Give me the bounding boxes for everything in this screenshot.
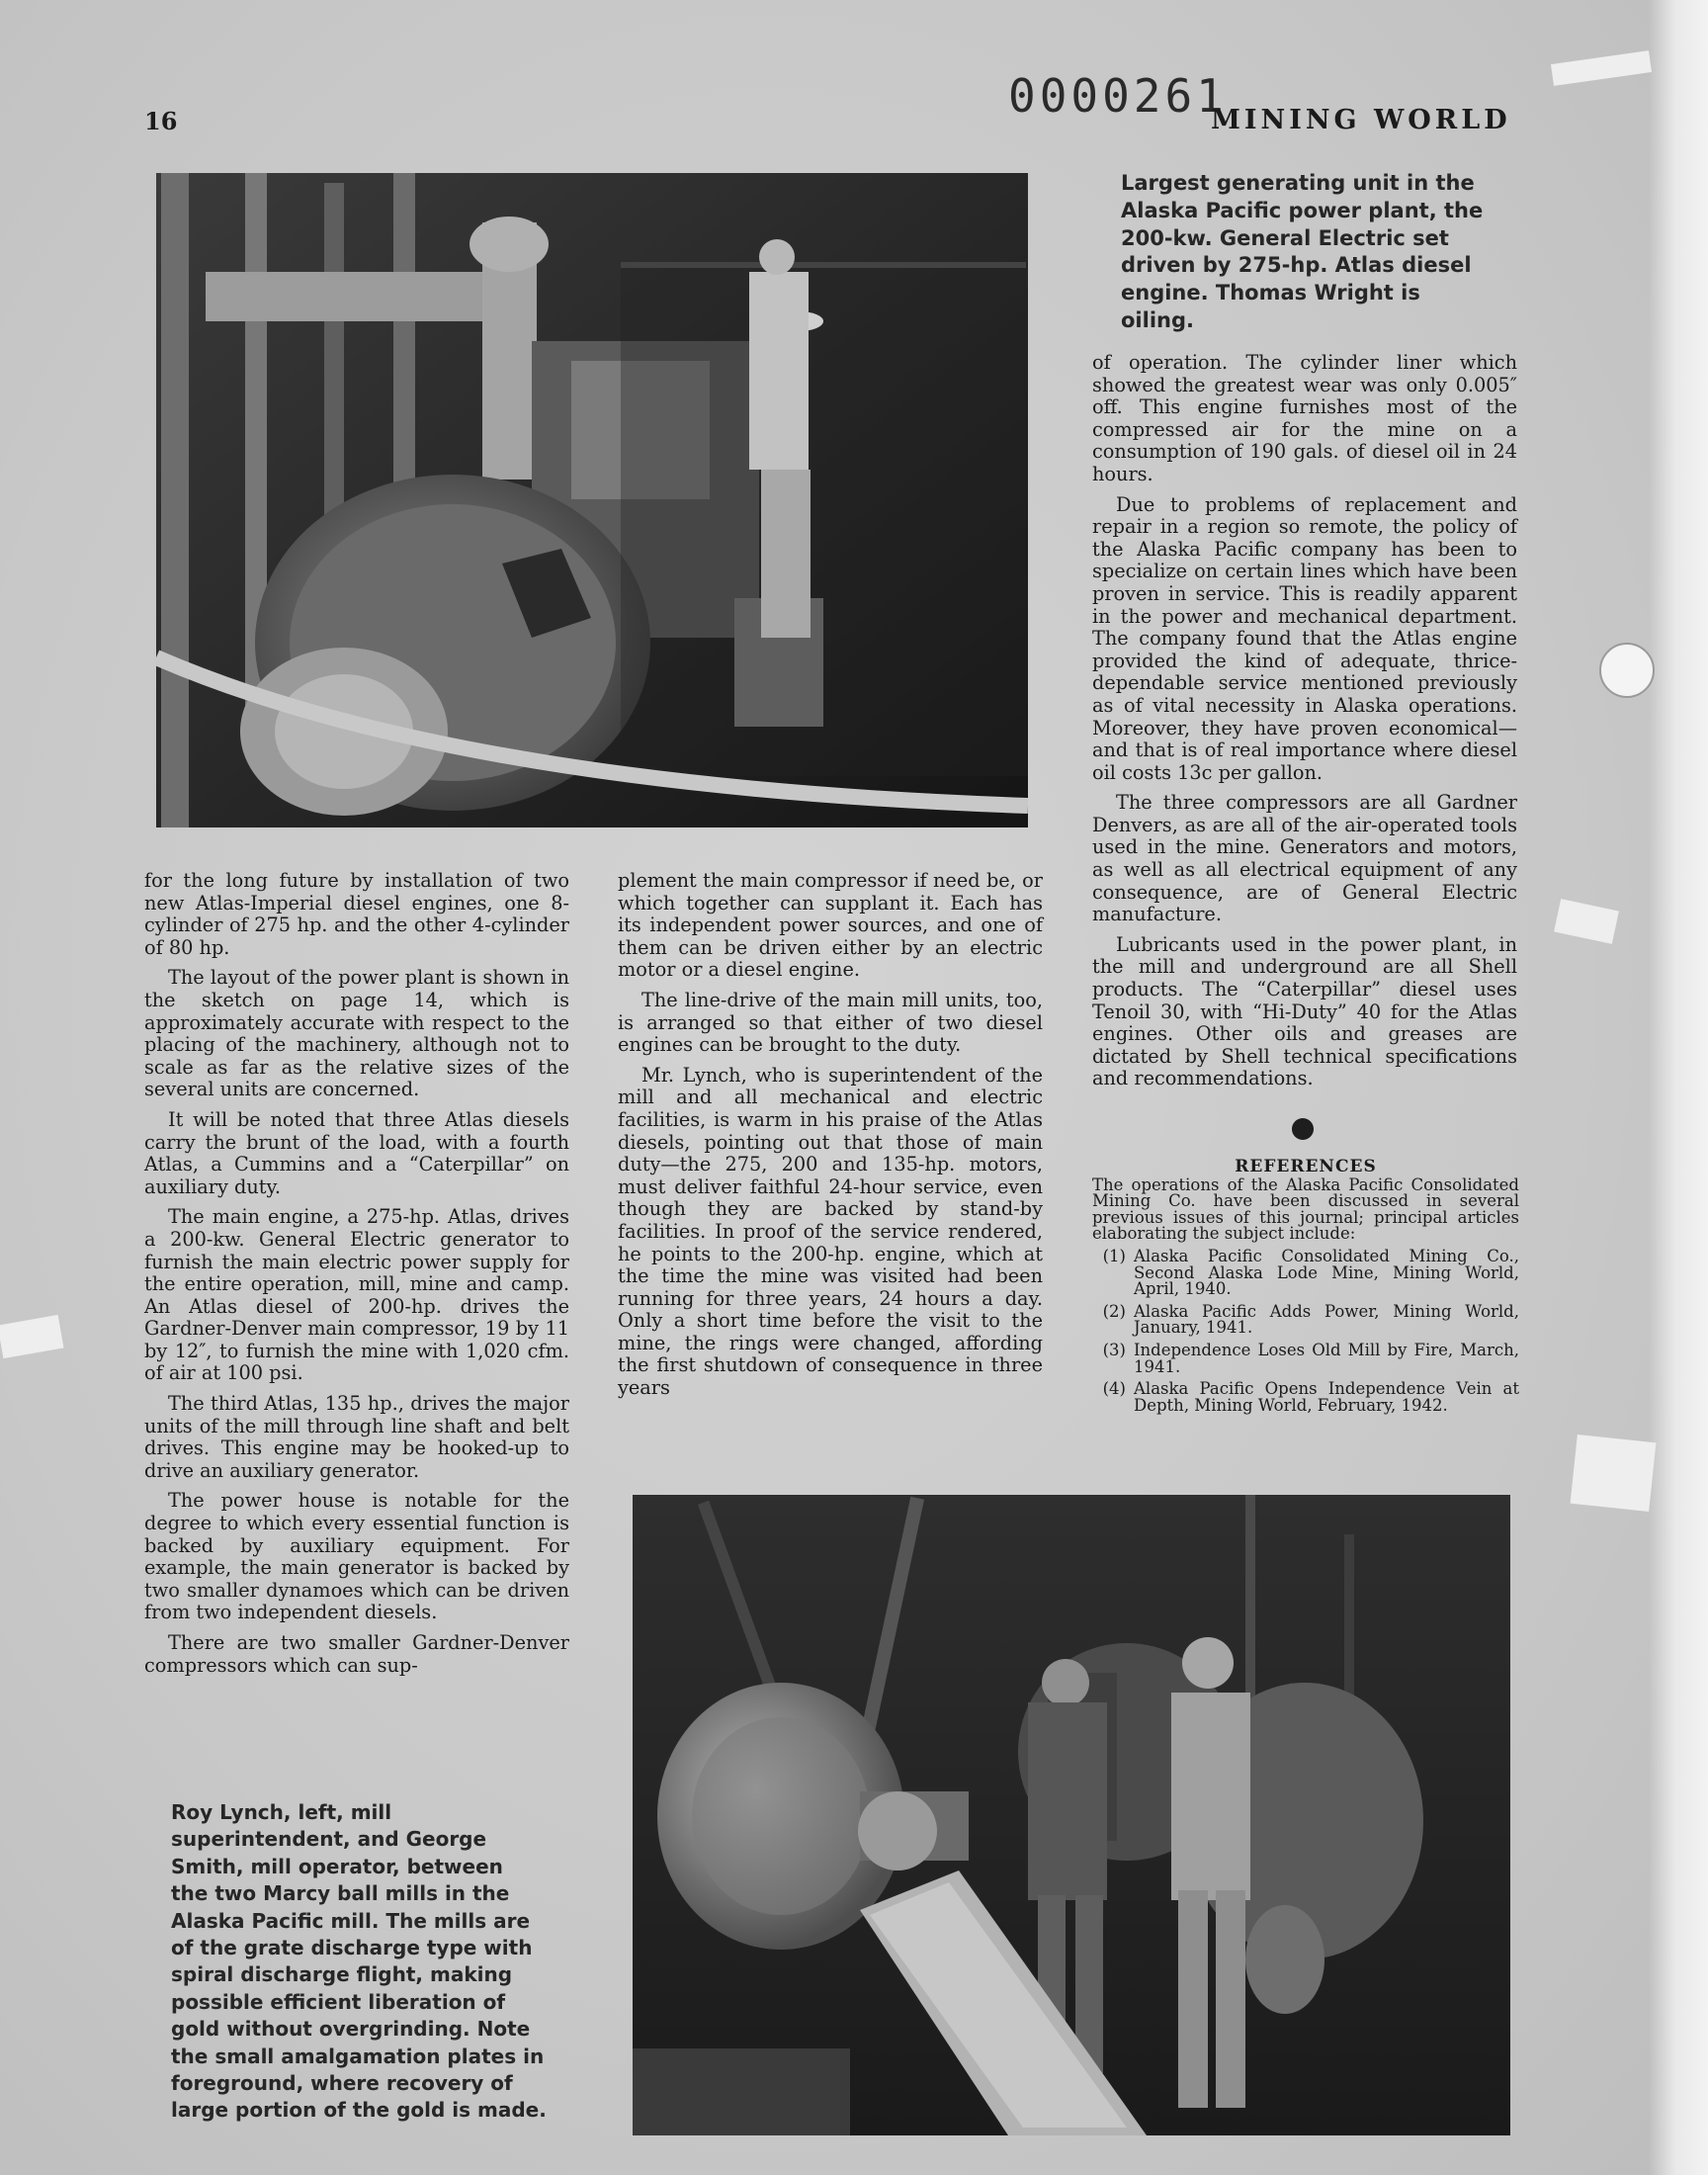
page-tear-top (1551, 50, 1652, 86)
publication-title: MINING WORLD (1211, 105, 1511, 135)
reference-text: Alaska Pacific Opens Independence Vein at Depth, Mining World, February, 1942. (1134, 1379, 1519, 1415)
reference-item (1092, 1340, 1519, 1376)
caption-generator-photo: Largest generating unit in the Alaska Pacific power plant, the 200-kw. General Electric set driven by 275-hp. Atlas diesel engine. Thomas Wright is oiling. (1121, 171, 1484, 332)
page-tear-lower-right (1571, 1435, 1657, 1512)
binder-hole (1599, 643, 1655, 698)
page-tear-right (1554, 899, 1619, 944)
references-box (1092, 1159, 1519, 1420)
generator-photo-illustration (156, 173, 1028, 827)
paragraph: for the long future by installation of two new Atlas-Imperial diesel engines, one 8-cylinder of 275 hp. and the other 4-cylinder of 80 hp. (144, 869, 569, 959)
paragraph: The three compressors are all Gardner Denvers, as are all of the air-operated tools used in the mine. Generators and motors, as well as all electrical equipment of any consequence, are of General Electric manufacture. (1092, 791, 1517, 926)
archive-stamp: 0000261 (1008, 69, 1228, 123)
reference-item (1092, 1301, 1519, 1338)
paragraph: Lubricants used in the power plant, in the mill and underground are all Shell products. The “Caterpillar” diesel uses Tenoil 30, with “Hi-Duty” 40 for the Atlas engines. Other oils and greases are dictated by Shell technical specifications and recommendations. (1092, 932, 1517, 1090)
reference-number: (1) (1102, 1246, 1126, 1265)
page-tear-left (0, 1315, 63, 1358)
ball-mill-photo-illustration (633, 1495, 1510, 2135)
caption-ball-mills-photo: Roy Lynch, left, mill superintendent, and George Smith, mill operator, between the two Marcy ball mills in the Alaska Pacific mill. The mills are of the grate discharge type with spiral discharge flight, making possible efficient liberation of gold without overgrinding. Note the small amalgamation plates in foreground, where recovery of large portion of the gold is made. (171, 1800, 547, 2123)
paragraph: The line-drive of the main mill units, too, is arranged so that either of two diesel engines can be brought to the duty. (618, 988, 1043, 1057)
reference-item (1092, 1246, 1519, 1299)
references-intro: The operations of the Alaska Pacific Consolidated Mining Co. have been discussed in several previous issues of this journal; principal articles elaborating the subject include: (1092, 1174, 1519, 1244)
reference-item (1092, 1381, 1519, 1414)
reference-number: (3) (1102, 1340, 1126, 1359)
paragraph: There are two smaller Gardner-Denver compressors which can sup- (144, 1631, 569, 1677)
article-column-left (144, 870, 569, 1685)
article-column-middle (618, 870, 1043, 1408)
photo-ball-mills (633, 1495, 1510, 2135)
section-separator-dot (1292, 1118, 1314, 1140)
photo-generator-unit (156, 173, 1028, 827)
paragraph: The power house is notable for the degree to which every essential function is backed by auxiliary equipment. For example, the main generator is backed by two smaller dynamoes which can be driven from two independent diesels. (144, 1489, 569, 1624)
references-heading: REFERENCES (1235, 1157, 1377, 1176)
paragraph: Due to problems of replacement and repair in a region so remote, the policy of the Alaska Pacific company has been to specialize on certain lines which have been proven in service. This is readily apparent in the power and mechanical department. The company found that the Atlas engine provided the kind of adequate, thrice-dependable service mentioned previously as of vital necessity in Alaska operations. Moreover, they have proven economical—and that is of real importance where diesel oil costs 13c per gallon. (1092, 492, 1517, 784)
paragraph: of operation. The cylinder liner which showed the greatest wear was only 0.005″ off. This engine furnishes most of the compressed air for the mine on a consumption of 190 gals. of diesel oil in 24 hours. (1092, 351, 1517, 485)
page-number: 16 (144, 107, 178, 135)
paragraph: The main engine, a 275-hp. Atlas, drives a 200-kw. General Electric generator to furnish the main electric power supply for the entire operation, mill, mine and camp. An Atlas diesel of 200-hp. drives the Gardner-Denver main compressor, 19 by 11 by 12″, to furnish the mine with 1,020 cfm. of air at 100 psi. (144, 1205, 569, 1385)
torn-page-edge (1649, 0, 1708, 2175)
reference-text: Independence Loses Old Mill by Fire, March, 1941. (1134, 1340, 1519, 1376)
reference-text: Alaska Pacific Consolidated Mining Co., Second Alaska Lode Mine, Mining World, April, 1940. (1134, 1246, 1519, 1299)
reference-text: Alaska Pacific Adds Power, Mining World, January, 1941. (1134, 1301, 1519, 1338)
paragraph: plement the main compressor if need be, or which together can supplant it. Each has its independent power sources, and one of them can be driven either by an electric motor or a diesel engine. (618, 869, 1043, 982)
reference-number: (4) (1102, 1379, 1126, 1399)
reference-number: (2) (1102, 1301, 1126, 1321)
references-list (1092, 1246, 1519, 1415)
paragraph: The layout of the power plant is shown in the sketch on page 14, which is approximately accurate with respect to the placing of the machinery, although not to scale as far as the relative sizes of the several units are concerned. (144, 966, 569, 1101)
paragraph: It will be noted that three Atlas diesels carry the brunt of the load, with a fourth Atlas, a Cummins and a “Caterpillar” on auxiliary duty. (144, 1107, 569, 1198)
paragraph: The third Atlas, 135 hp., drives the major units of the mill through line shaft and belt drives. This engine may be hooked-up to drive an auxiliary generator. (144, 1392, 569, 1482)
paragraph: Mr. Lynch, who is superintendent of the mill and all mechanical and electric facilities, is warm in his praise of the Atlas diesels, pointing out that those of main duty—the 275, 200 and 135-hp. motors, must deliver faithful 24-hour service, even though they are backed by stand-by facilities. In proof of the service rendered, he points to the 200-hp. engine, which at the time the mine was visited had been running for three years, 24 hours a day. Only a short time before the visit to the mine, the rings were changed, affording the first shutdown of consequence in three years (618, 1063, 1043, 1400)
article-column-right (1092, 352, 1517, 1098)
